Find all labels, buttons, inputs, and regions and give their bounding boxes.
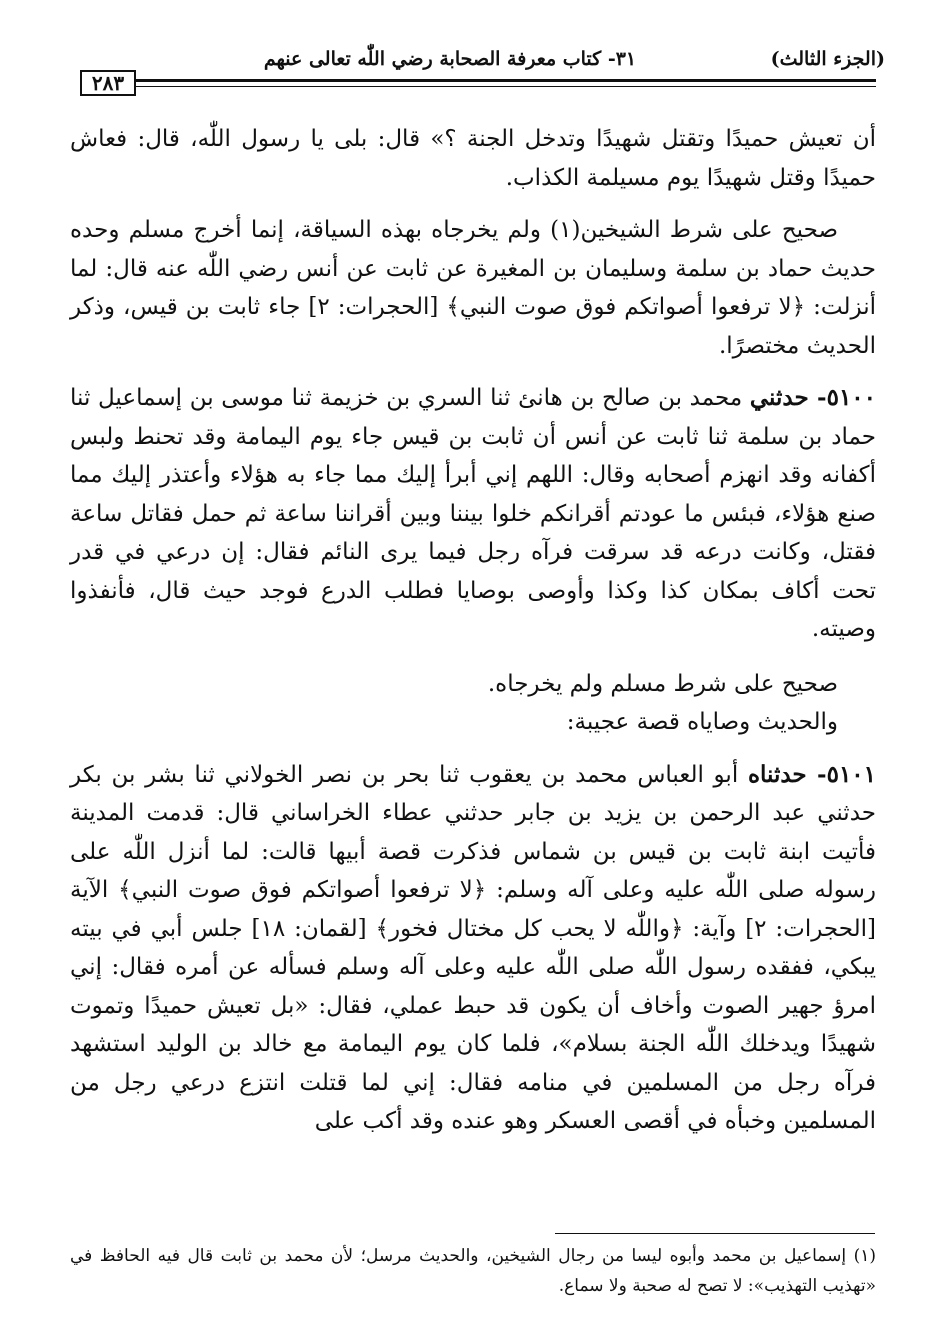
paragraph-text: محمد بن صالح بن هانئ ثنا السري بن خزيمة ثنا موسى بن إسماعيل ثنا حماد بن سلمة ثنا ثابت عن أنس أن ثابت بن قيس جاء يوم اليمامة وقد تحنط ولبس أكفانه وقد انهزم أصحابه وقال: اللهم إني أبرأ إليك مما جاء به هؤلاء وأعتذر إليك مما صنع هؤلاء، فبئس ما عودتم أقرانكم خلوا بيننا وبين أقراننا ساعة ثم حمل فقاتل ساعة فقتل، وكانت درعه قد سرقت فرآه رجل فيما يرى النائم فقال: إن درعي في قدر تحت أكاف بمكان كذا وكذا وأوصى بوصايا فطلب الدرع فوجد حيث قال، فأنفذوا وصيته.	[70, 385, 876, 642]
paragraph-text: صحيح على شرط مسلم ولم يخرجاه.	[487, 670, 838, 697]
hadith-paragraph	[70, 756, 876, 1141]
hadith-number: ٥١٠٠- حدثني	[749, 384, 877, 411]
hadith-paragraph	[70, 379, 876, 649]
paragraph	[70, 211, 876, 365]
paragraph-text: صحيح على شرط الشيخين(١) ولم يخرجاه بهذه السياقة، إنما أخرج مسلم وحده حديث حماد بن سلمة وسليمان بن المغيرة عن ثابت عن أنس رضي اللّٰه عنه قال: لما أنزلت: ﴿لا ترفعوا أصواتكم فوق صوت النبي﴾ [الحجرات: ٢] جاء ثابت بن قيس، وذكر الحديث مختصرًا.	[70, 217, 876, 359]
hadith-number: ٥١٠١- حدثناه	[747, 760, 877, 788]
main-text	[70, 120, 876, 1141]
page-number: ٢٨٣	[80, 70, 136, 96]
footnote: (١) إسماعيل بن محمد وأبوه ليسا من رجال الشيخين، والحديث مرسل؛ لأن محمد بن ثابت قال فيه الحافظ في «تهذيب التهذيب»: لا تصح له صحبة ولا سماع.	[70, 1246, 876, 1296]
paragraph-text: أبو العباس محمد بن يعقوب ثنا بحر بن نصر الخولاني ثنا بشر بن بكر حدثني عبد الرحمن بن يزيد بن جابر حدثني عطاء الخراساني قال: قدمت المدينة فأتيت ابنة ثابت بن قيس بن شماس فذكرت قصة أبيها قالت: لما أنزل اللّٰه على رسوله صلى اللّٰه عليه وعلى آله وسلم: ﴿لا ترفعوا أصواتكم فوق صوت النبي﴾ الآية [الحجرات: ٢] وآية: ﴿واللّٰه لا يحب كل مختال فخور﴾ [لقمان: ١٨] جلس أبي في بيته يبكي، ففقده رسول اللّٰه صلى اللّٰه عليه وعلى آله وسلم فسأله عن أمره فقال: إني امرؤ جهير الصوت وأخاف أن يكون قد حبط عملي، فقال: «بل تعيش حميدًا وتموت شهيدًا ويدخلك اللّٰه الجنة بسلام»، فلما كان يوم اليمامة مع خالد بن الوليد استشهد فرآه رجل من المسلمين في منامه فقال: إني لما قتلت انتزع درعي رجل من المسلمين وخبأه في أقصى العسكر وهو عنده وقد أكب على	[70, 761, 876, 1134]
volume-label: (الجزء الثالث)	[770, 48, 885, 70]
paragraph	[70, 665, 876, 704]
chapter-title: ٣١- كتاب معرفة الصحابة رضي اللّٰه تعالى عنهم	[263, 48, 637, 70]
paragraph	[70, 703, 876, 742]
header-rule-thin	[136, 86, 876, 87]
footnotes	[70, 1241, 876, 1301]
paragraph-text: أن تعيش حميدًا وتقتل شهيدًا وتدخل الجنة ؟» قال: بلى يا رسول اللّٰه، قال: فعاش حميدًا وقتل شهيدًا يوم مسيلمة الكذاب.	[70, 126, 876, 191]
footnote-separator	[555, 1233, 875, 1234]
paragraph	[70, 120, 876, 197]
header-rule-thick	[136, 79, 876, 82]
paragraph-text: والحديث وصاياه قصة عجيبة:	[566, 709, 838, 735]
